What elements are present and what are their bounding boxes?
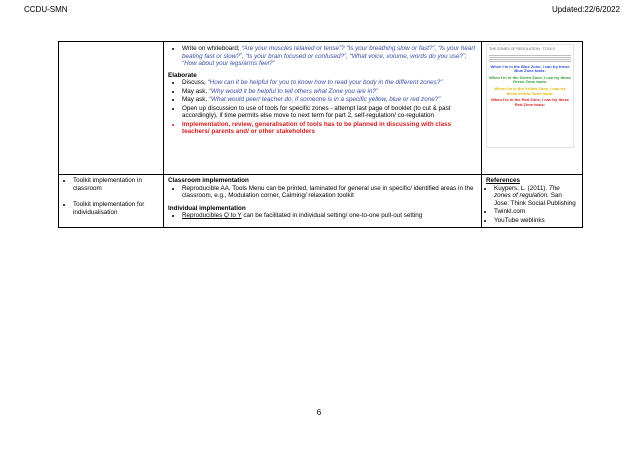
list-item: • Reproducibles Q to Y can be facilitated in individual setting/ one-to-one pull-out setting [182, 212, 477, 220]
reproducibles-link[interactable]: Reproducibles Q to Y [182, 212, 242, 219]
list-item-highlight: • Implementation, review, generalisation of tools has to be planned in discussing with class teachers/ parents and/ or other stakeholders [182, 121, 477, 136]
red-zone-line: When I'm in the Red Zone, I can try these Red Zone tools: [491, 97, 569, 107]
individual-heading: Individual implementation [168, 204, 246, 212]
list-item: • Reproducible AA, Tools Menu can be printed, laminated for general use in specific/ identified areas in the classroom, e.g., Modulation corner, Calming/ relaxation toolkit [182, 185, 477, 200]
zones-tools-thumbnail [486, 44, 574, 148]
header-updated-date: Updated:22/6/2022 [551, 5, 620, 14]
whiteboard-label: Write on whiteboard; [182, 45, 242, 52]
resource-cell [482, 42, 583, 175]
page-number: 6 [316, 408, 322, 417]
elaborate-heading: Elaborate [168, 71, 197, 79]
thumbnail-title: THE ZONES OF REGULATION · TOOLS [489, 47, 555, 51]
list-item: • Open up discussion to use of tools for specific zones - attempt last page of booklet (to cut & past accordingly), if time permits else move to next term for part 2, self-regulation/ co-regulation [182, 105, 477, 120]
objective-cell [59, 175, 164, 228]
table-row [59, 175, 583, 228]
blue-zone-line: When I'm in the Blue Zone, I can try these Blue Zone tools: [490, 63, 570, 74]
classroom-heading: Classroom implementation [168, 177, 249, 184]
green-zone-line: When I'm in the Green Zone, I can try these Green Zone tools: [489, 74, 571, 85]
references-heading: References [486, 177, 520, 184]
list-item [182, 45, 477, 68]
lesson-plan-table [58, 41, 583, 228]
list-item: • May ask, “Why would it be helpful to tell others what Zone you are in?” [182, 88, 477, 96]
activity-cell [164, 175, 482, 228]
reference-item: • Kuypers, L. (2011). The zones of regulation. San Jose: Think Social Publishing [494, 185, 578, 208]
table-row [59, 42, 583, 175]
activity-cell [164, 42, 482, 175]
reference-item: • Twinkl.com [494, 208, 578, 216]
reference-item: • YouTube weblinks [494, 217, 578, 225]
header-org-code: CCDU-SMN [24, 5, 68, 14]
list-item: • Toolkit implementation for individualisation [73, 201, 159, 216]
list-item: • Toolkit implementation in classroom [73, 177, 159, 192]
references-cell [482, 175, 583, 228]
whiteboard-questions: “Are your muscles relaxed or tense”? “Is your breathing slow or fast?”, “Is your heart beating fast or slow?”, “Is your brain focused or confused?”, “What voice, volume, words do you use?”; “How about your legs/arms feel?” [182, 45, 476, 67]
list-item: • May ask, “What would peer/ teacher do, if someone is in a specific yellow, blue or red zone?” [182, 96, 477, 104]
thumbnail-text-lines [489, 54, 571, 63]
yellow-zone-line: When I'm in the Yellow Zone, I can try these Yellow Zone tools: [494, 85, 566, 96]
objective-cell-empty [59, 42, 164, 175]
list-item: • Discuss, “How can it be helpful for you to know how to read your body in the different zones?” [182, 79, 477, 87]
